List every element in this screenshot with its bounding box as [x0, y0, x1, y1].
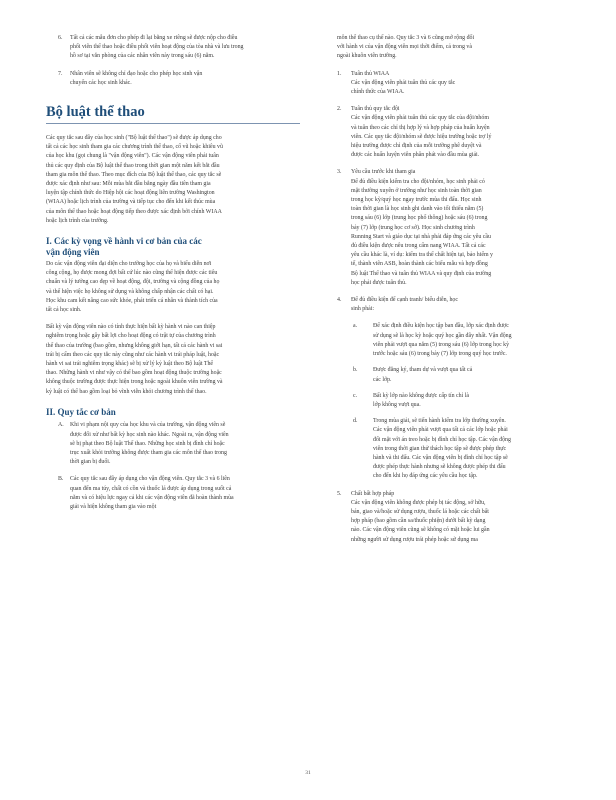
sub-item	[337, 392, 473, 410]
rule-text: Tuân thủ WIAA Các vận động viên phải tuân thủ các quy tắc chính thức của WIAA.	[351, 70, 456, 96]
sub-letter: b.	[353, 367, 358, 374]
sub-text: Được đăng ký, tham dự và vượt qua tất cả các lớp.	[373, 367, 473, 383]
section-title: Bộ luật thể thao	[46, 104, 145, 121]
rule-item	[337, 105, 493, 160]
rule-item	[337, 296, 461, 314]
sub-text: Trong mùa giải, sẽ tiến hành kiểm tra lớp thường xuyên. Các vận động viên phải vượt qua tất cả các lớp hoặc phải đối mặt với án treo hoặc bị đình chỉ học tập. Các vận động viên trong thời gian thử thách học tập sẽ được phép thực hành và thi đấu. Các vận động viên bị đình chỉ học tập sẽ được phép thực hành nhưng sẽ không được phép thi đấu cho đến khi họ đáp ứng các yêu cầu học tập.	[373, 418, 511, 480]
heading-basic-expectations: I. Các kỳ vọng về hành vi cơ bản của các vận động viên	[46, 236, 202, 257]
rule-number: 1.	[337, 70, 342, 77]
paragraph: Bất kỳ vận động viên nào có tính thực hiện bất kỳ hành vi nào can thiệp nghiêm trọng hoặc gây bất lợi cho hoạt động có trật tự của chương trình thể thao của trường (bao gồm, nhưng không giới hạn, tất cả các hành vi sai trái bị cấm theo các quy tắc này cũng như các hành vi trái pháp luật, hoặc hành vi sai trái nghiêm trọng khác) sẽ bị xử lý kỷ luật theo Bộ luật Thể thao. Những hành vi như vậy có thể bao gồm hoạt động thuộc trường hoặc không thuộc trường được thực hiện trong hoặc ngoài khuôn viên trường và kỷ luật có thể bao gồm loại bỏ vĩnh viễn khỏi chương trình thể thao.	[46, 324, 223, 395]
list-item	[46, 34, 248, 62]
list-item	[46, 421, 234, 467]
rule-text: Yêu cầu trước khi tham gia Để đủ điều kiện kiểm tra cho đội/nhóm, học sinh phải có mặt thường xuyên ở trường như học sinh toàn thời gian trong học kỳ/quý học ngay trước mùa thi đấu. Học sinh toàn thời gian là học sinh ghi danh vào tối thiểu năm (5) trong sáu (6) lớp (trung học phổ thông) hoặc sáu (6) trong bảy (7) lớp (trung học cơ sở). Học sinh chương trình Running Start và giáo dục tại nhà phải đáp ứng các yêu cầu đủ điều kiện được nêu trong cẩm nang WIAA. Tất cả các yêu cầu khác là, ví dụ: kiểm tra thể chất hiện tại, bảo hiểm y tế, thành viên ASB, hoàn thành các biểu mẫu và hợp đồng Bộ luật Thể thao và tuân thủ WIAA và quy định của trường học phải được tuân thủ.	[351, 169, 493, 286]
sub-letter: d.	[353, 418, 358, 425]
list-item	[46, 70, 210, 88]
list-letter: A.	[58, 422, 64, 429]
rule-number: 3.	[337, 169, 342, 176]
list-text: Các quy tắc sau đây áp dụng cho vận động viên. Quy tắc 3 và 6 liên quan đến ma túy, chất có cồn và thuốc lá được áp dụng trong suốt cả năm và có hiệu lực ngay cả khi các vận động viên đã hoàn thành mùa giải và hiện không tham gia vào một	[70, 476, 234, 511]
rule-number: 4.	[337, 297, 342, 304]
paragraph: môn thể thao cụ thể nào. Quy tắc 3 và 6 cũng mở rộng đối với hành vi của vận động viên mọi thời điểm, cả trong và ngoài khuôn viên trường.	[337, 35, 475, 60]
list-text: Nhân viên sẽ không chỉ đạo hoặc cho phép học sinh vận chuyển các học sinh khác.	[70, 70, 203, 86]
page-number: 31	[305, 770, 311, 776]
list-text: Tất cả các mẫu đơn cho phép đi lại bằng xe riêng sẽ được nộp cho điều phối viên thể thao hoặc điều phối viên hoạt động của tòa nhà và lưu trong hồ sơ tại văn phòng của các nhân viên này trong sáu (6) năm.	[70, 35, 244, 60]
sub-letter: a.	[353, 323, 358, 330]
title-rule	[46, 123, 300, 124]
sub-text: Để xác định điều kiện học tập ban đầu, lớp xác định được sử dụng sẽ là học kỳ hoặc quý học gần đây nhất. Vận động viên phải vượt qua năm (5) trong sáu (6) lớp trong học kỳ trước hoặc sáu (6) trong bảy (7) lớp trong quý học trước.	[373, 323, 512, 358]
rule-number: 5.	[337, 490, 342, 497]
list-number: 6.	[58, 35, 63, 41]
rule-item	[337, 490, 493, 545]
list-number: 7.	[58, 70, 63, 77]
paragraph: Do các vận động viên đại diện cho trường học của họ và biểu diễn nơi công cộng, họ được mong đợi bất cứ lúc nào cũng thể hiện được các tiêu chuẩn và lý tưởng cao đẹp về hoạt động, đội, trường và cộng đồng của họ và thể hiện việc họ không sử dụng và không chấp nhận các chất có hại. Học khu cam kết nâng cao sức khỏe, phát triển cá nhân và thành tích của tất cả học sinh.	[46, 261, 220, 314]
right-column	[337, 34, 577, 545]
rule-text: Chất bất hợp pháp Các vận động viên không được phép bị tác động, sở hữu, bán, giao và/hoặc sử dụng rượu, thuốc lá hoặc các chất bất hợp pháp (bao gồm cần sa/thuốc phiện) dưới bất kỳ dạng nào. Các vận động viên cũng sẽ không có mặt hoặc lui gần những người sử dụng rượu trái phép hoặc sử dụng ma	[351, 490, 490, 543]
list-letter: B.	[58, 476, 64, 483]
rule-number: 2.	[337, 106, 342, 113]
heading-basic-rules: II. Quy tắc cơ bản	[46, 406, 116, 417]
list-text: Khi vi phạm nội quy của học khu và của trường, vận động viên sẽ được đối xử như bất kỳ học sinh nào khác. Ngoài ra, vận động viên sẽ bị phạt theo Bộ luật Thể thao. Những học sinh bị đình chỉ hoặc trục xuất khỏi trường không được tham gia các môn thể thao trong thời gian bị đuổi.	[70, 422, 229, 466]
rule-item	[337, 168, 493, 288]
sub-item	[337, 322, 513, 359]
rule-item	[337, 70, 461, 98]
sub-item	[337, 366, 473, 384]
sub-letter: c.	[353, 392, 358, 399]
sub-text: Bất kỳ lớp nào không được cấp tín chỉ là lớp không vượt qua.	[373, 392, 469, 408]
rule-text: Tuân thủ quy tắc đội Các vận động viên phải tuân thủ các quy tắc của đội/nhóm và tuân theo các chỉ thị hợp lý và hợp pháp của huấn luyện viên. Các quy tắc đội/nhóm sẽ được hiệu trưởng hoặc trợ lý hiệu trưởng được chỉ định của mỗi trường phê duyệt và được các huấn luyện viên phân phát vào đầu mùa giải.	[351, 106, 492, 159]
sub-item	[337, 417, 513, 481]
left-column	[46, 34, 300, 512]
rule-text: Để đủ điều kiện để cạnh tranh/ biểu diễn, học sinh phải:	[351, 297, 458, 313]
intro-paragraph: Các quy tắc sau đây của học sinh ("Bộ luật thể thao") sẽ được áp dụng cho tất cả các học sinh tham gia các chương trình thể thao, cổ vũ hoặc khiêu vũ của học khu (gọi chung là "vận động viên"). Các vận động viên phải tuân thủ các quy định của Bộ luật thể thao trong thời gian một năm kết bắt đầu tham gia môn thể thao. Theo mục đích của Bộ luật thể thao, các quy tắc sẽ được xác định như sau: Mỗi mùa bắt đầu bằng ngày đầu tiên tham gia luyện tập chính thức do Hiệp hội các hoạt động liên trường Washington (WIAA) hoặc lịch trình của trường và tiếp tục cho đến khi kết thúc mùa của môn thể thao hoặc hoạt động tiếp theo được xác định bởi chính WIAA hoặc lịch trình của trường.	[46, 135, 223, 224]
list-item	[46, 475, 234, 512]
